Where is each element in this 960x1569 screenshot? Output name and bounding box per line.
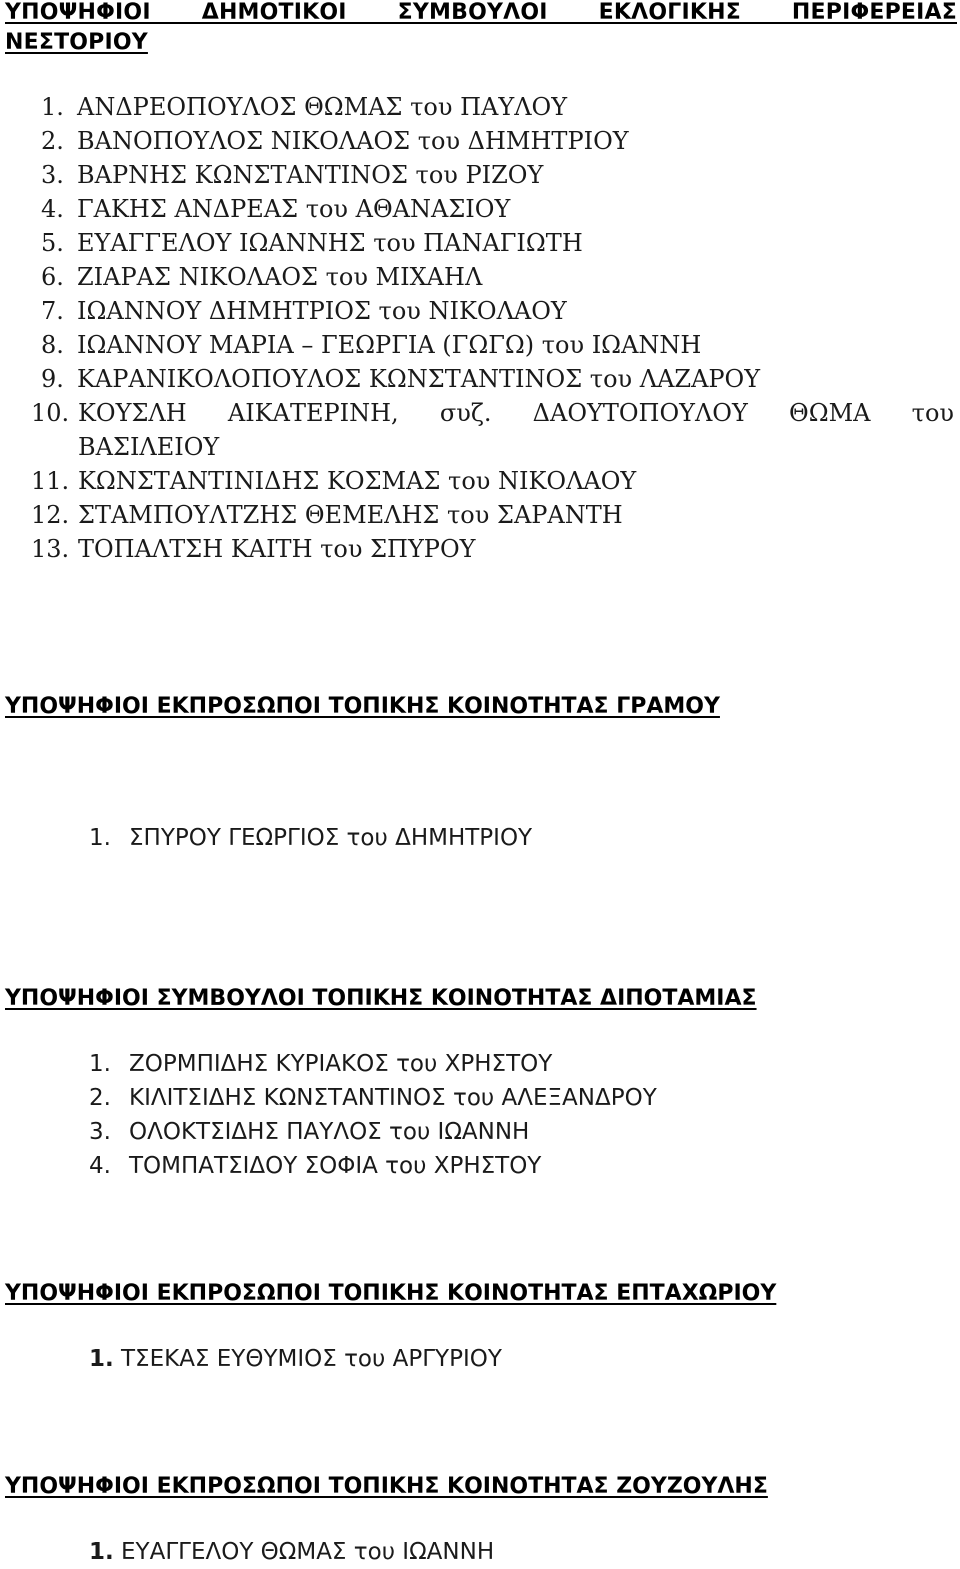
item-number: 11. bbox=[31, 467, 70, 495]
candidate-name: ΤΟΜΠΑΤΣΙΔΟΥ ΣΟΦΙΑ του ΧΡΗΣΤΟΥ bbox=[129, 1153, 542, 1179]
item-number: 3. bbox=[41, 161, 64, 189]
list-item bbox=[0, 464, 960, 498]
list-item bbox=[0, 158, 960, 192]
section-heading-nestoriou: ΥΠΟΨΗΦΙΟΙ ΔΗΜΟΤΙΚΟΙ ΣΥΜΒΟΥΛΟΙ ΕΚΛΟΓΙΚΗΣ ΠΕΡΙΦΕΡΕΙΑΣ ΝΕΣΤΟΡΙΟΥ bbox=[5, 0, 957, 55]
list-item bbox=[0, 1081, 960, 1115]
candidate-list-dipotamias bbox=[0, 1047, 960, 1183]
candidate-name: ΒΑΝΟΠΟΥΛΟΣ ΝΙΚΟΛΑΟΣ του ΔΗΜΗΤΡΙΟΥ bbox=[77, 127, 629, 155]
candidate-list-nestoriou-cont bbox=[0, 396, 960, 566]
item-number: 7. bbox=[41, 297, 64, 325]
candidate-name: ΖΟΡΜΠΙΔΗΣ ΚΥΡΙΑΚΟΣ του ΧΡΗΣΤΟΥ bbox=[129, 1051, 553, 1077]
item-number: 9. bbox=[41, 365, 64, 393]
candidate-name: ΚΩΝΣΤΑΝΤΙΝΙΔΗΣ ΚΟΣΜΑΣ του ΝΙΚΟΛΑΟΥ bbox=[78, 467, 637, 495]
candidate-list-gramou bbox=[0, 821, 960, 855]
candidate-name: ΚΙΛΙΤΣΙΔΗΣ ΚΩΝΣΤΑΝΤΙΝΟΣ του ΑΛΕΞΑΝΔΡΟΥ bbox=[129, 1085, 657, 1111]
section-heading-eptachoriou: ΥΠΟΨΗΦΙΟΙ ΕΚΠΡΟΣΩΠΟΙ ΤΟΠΙΚΗΣ ΚΟΙΝΟΤΗΤΑΣ ΕΠΤΑΧΩΡΙΟΥ bbox=[5, 1281, 777, 1306]
list-item bbox=[0, 396, 960, 464]
list-item bbox=[0, 192, 960, 226]
item-number: 2. bbox=[41, 127, 64, 155]
candidate-name: ΤΣΕΚΑΣ ΕΥΘΥΜΙΟΣ του ΑΡΓΥΡΙΟΥ bbox=[121, 1346, 502, 1372]
list-item bbox=[0, 1342, 960, 1376]
item-number: 8. bbox=[41, 331, 64, 359]
list-item bbox=[0, 498, 960, 532]
candidate-name: ΖΙΑΡΑΣ ΝΙΚΟΛΑΟΣ του ΜΙΧΑΗΛ bbox=[77, 263, 483, 291]
candidate-name: ΚΑΡΑΝΙΚΟΛΟΠΟΥΛΟΣ ΚΩΝΣΤΑΝΤΙΝΟΣ του ΛΑΖΑΡΟΥ bbox=[77, 365, 761, 393]
candidate-name: ΣΤΑΜΠΟΥΛΤΖΗΣ ΘΕΜΕΛΗΣ του ΣΑΡΑΝΤΗ bbox=[78, 501, 623, 529]
candidate-name: ΒΑΡΝΗΣ ΚΩΝΣΤΑΝΤΙΝΟΣ του ΡΙΖΟΥ bbox=[77, 161, 544, 189]
list-item bbox=[0, 532, 960, 566]
candidate-name: ΣΠΥΡΟΥ ΓΕΩΡΓΙΟΣ του ΔΗΜΗΤΡΙΟΥ bbox=[129, 825, 533, 851]
candidate-list-zouzoulis bbox=[0, 1535, 960, 1569]
candidate-name: ΟΛΟΚΤΣΙΔΗΣ ΠΑΥΛΟΣ του ΙΩΑΝΝΗ bbox=[129, 1119, 530, 1145]
list-item bbox=[0, 1149, 960, 1183]
candidate-name: ΙΩΑΝΝΟΥ ΜΑΡΙΑ – ΓΕΩΡΓΙΑ (ΓΩΓΩ) του ΙΩΑΝΝΗ bbox=[77, 331, 702, 359]
section-heading-zouzoulis: ΥΠΟΨΗΦΙΟΙ ΕΚΠΡΟΣΩΠΟΙ ΤΟΠΙΚΗΣ ΚΟΙΝΟΤΗΤΑΣ ΖΟΥΖΟΥΛΗΣ bbox=[5, 1474, 768, 1499]
item-number: 4. bbox=[89, 1153, 111, 1179]
section-heading-gramou: ΥΠΟΨΗΦΙΟΙ ΕΚΠΡΟΣΩΠΟΙ ΤΟΠΙΚΗΣ ΚΟΙΝΟΤΗΤΑΣ ΓΡΑΜΟΥ bbox=[5, 694, 720, 719]
list-item bbox=[0, 821, 960, 855]
item-number: 13. bbox=[31, 535, 70, 563]
item-number: 1. bbox=[89, 1051, 111, 1077]
candidate-name: ΙΩΑΝΝΟΥ ΔΗΜΗΤΡΙΟΣ του ΝΙΚΟΛΑΟΥ bbox=[77, 297, 567, 325]
list-item bbox=[0, 1115, 960, 1149]
list-item bbox=[0, 362, 960, 396]
candidate-name: ΚΟΥΣΛΗ ΑΙΚΑΤΕΡΙΝΗ, συζ. ΔΑΟΥΤΟΠΟΥΛΟΥ ΘΩΜΑ του ΒΑΣΙΛΕΙΟΥ bbox=[78, 399, 954, 461]
candidate-list-eptachoriou bbox=[0, 1342, 960, 1376]
item-number: 2. bbox=[89, 1085, 111, 1111]
list-item bbox=[0, 294, 960, 328]
item-number: 1. bbox=[89, 1539, 114, 1565]
item-number: 3. bbox=[89, 1119, 111, 1145]
list-item bbox=[0, 328, 960, 362]
list-item bbox=[0, 1535, 960, 1569]
item-number: 4. bbox=[41, 195, 64, 223]
list-item bbox=[0, 226, 960, 260]
item-number: 12. bbox=[31, 501, 70, 529]
item-number: 10. bbox=[31, 399, 70, 427]
section-heading-dipotamias: ΥΠΟΨΗΦΙΟΙ ΣΥΜΒΟΥΛΟΙ ΤΟΠΙΚΗΣ ΚΟΙΝΟΤΗΤΑΣ ΔΙΠΟΤΑΜΙΑΣ bbox=[5, 986, 757, 1011]
candidate-name: ΤΟΠΑΛΤΣΗ ΚΑΙΤΗ του ΣΠΥΡΟΥ bbox=[78, 535, 476, 563]
item-number: 1. bbox=[89, 1346, 114, 1372]
candidate-name: ΕΥΑΓΓΕΛΟΥ ΘΩΜΑΣ του ΙΩΑΝΝΗ bbox=[121, 1539, 495, 1565]
list-item bbox=[0, 260, 960, 294]
item-number: 5. bbox=[41, 229, 64, 257]
candidate-name: ΓΑΚΗΣ ΑΝΔΡΕΑΣ του ΑΘΑΝΑΣΙΟΥ bbox=[77, 195, 511, 223]
item-number: 1. bbox=[89, 825, 111, 851]
candidate-name: ΑΝΔΡΕΟΠΟΥΛΟΣ ΘΩΜΑΣ του ΠΑΥΛΟΥ bbox=[77, 93, 568, 121]
candidate-list-nestoriou bbox=[0, 90, 960, 396]
list-item bbox=[0, 124, 960, 158]
item-number: 6. bbox=[41, 263, 64, 291]
candidate-name: ΕΥΑΓΓΕΛΟΥ ΙΩΑΝΝΗΣ του ΠΑΝΑΓΙΩΤΗ bbox=[77, 229, 583, 257]
item-number: 1. bbox=[41, 93, 64, 121]
list-item bbox=[0, 90, 960, 124]
list-item bbox=[0, 1047, 960, 1081]
